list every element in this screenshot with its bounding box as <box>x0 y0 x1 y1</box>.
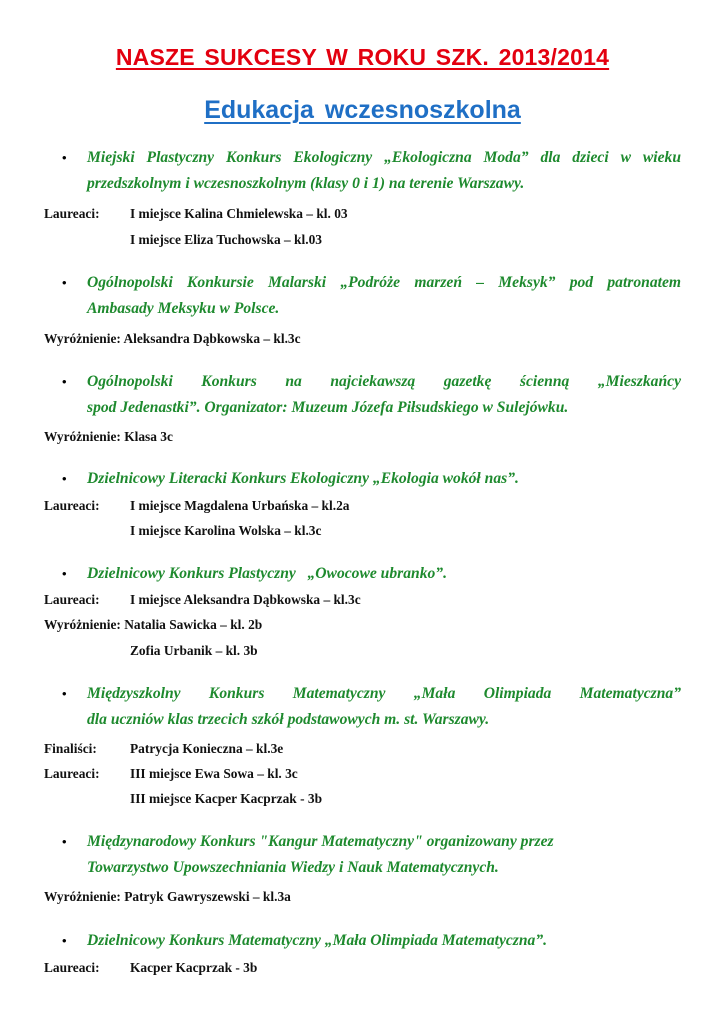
award-entry: I miejsce Magdalena Urbańska – kl.2a <box>130 498 350 513</box>
page-title: NASZE SUKCESY W ROKU SZK. 2013/2014 <box>115 44 610 70</box>
bullet-icon: • <box>62 834 67 849</box>
competition-name: • Ogólnopolski Konkursie Malarski „Podróże marzeń – Meksyk” pod patronatem Ambasady Meksyku w Polsce. <box>87 270 681 322</box>
competition-name: • Dzielnicowy Literacki Konkurs Ekologiczny „Ekologia wokół nas”. <box>87 466 681 492</box>
bullet-icon: • <box>62 150 67 165</box>
competition-name: • Dzielnicowy Konkurs Matematyczny „Mała Olimpiada Matematyczna”. <box>87 928 681 954</box>
award-entry: Wyróżnienie: Patryk Gawryszewski – kl.3a <box>44 889 291 904</box>
award-entry: Zofia Urbanik – kl. 3b <box>130 643 258 658</box>
page-subtitle: Edukacja wczesnoszkolna <box>204 96 521 124</box>
award-entry: Patrycja Konieczna – kl.3e <box>130 741 284 756</box>
award-entry: I miejsce Karolina Wolska – kl.3c <box>130 523 322 538</box>
award-entry: Wyróżnienie: Aleksandra Dąbkowska – kl.3c <box>44 331 301 346</box>
award-entry: Kacper Kacprzak - 3b <box>130 960 258 975</box>
award-entry: Wyróżnienie: Klasa 3c <box>44 429 173 444</box>
award-label: Finaliści: <box>44 741 97 756</box>
award-entry: I miejsce Kalina Chmielewska – kl. 03 <box>130 206 348 221</box>
award-label: Laureaci: <box>44 960 100 975</box>
bullet-icon: • <box>62 374 67 389</box>
award-entry: I miejsce Aleksandra Dąbkowska – kl.3c <box>130 592 361 607</box>
competition-name: • Ogólnopolski Konkurs na najciekawszą gazetkę ścienną „Mieszkańcy spod Jedenastki”. Organizator: Muzeum Józefa Piłsudskiego w Sulejówku. <box>87 369 681 421</box>
bullet-icon: • <box>62 933 67 948</box>
award-entry: Wyróżnienie: Natalia Sawicka – kl. 2b <box>44 617 263 632</box>
bullet-icon: • <box>62 686 67 701</box>
bullet-icon: • <box>62 275 67 290</box>
competition-name: • Miejski Plastyczny Konkurs Ekologiczny „Ekologiczna Moda” dla dzieci w wieku przedszkolnym i wczesnoszkolnym (klasy 0 i 1) na terenie Warszawy. <box>87 145 681 197</box>
competition-name: • Międzyszkolny Konkurs Matematyczny „Mała Olimpiada Matematyczna” dla uczniów klas trzecich szkół podstawowych m. st. Warszawy. <box>87 681 681 733</box>
award-entry: III miejsce Kacper Kacprzak - 3b <box>130 791 323 806</box>
competition-name: • Międzynarodowy Konkurs "Kangur Matematyczny" organizowany przez Towarzystwo Upowszechniania Wiedzy i Nauk Matematycznych. <box>87 829 681 881</box>
award-entry: I miejsce Eliza Tuchowska – kl.03 <box>130 232 322 247</box>
award-label: Laureaci: <box>44 592 100 607</box>
award-label: Laureaci: <box>44 766 100 781</box>
bullet-icon: • <box>62 566 67 581</box>
award-label: Laureaci: <box>44 498 100 513</box>
award-label: Laureaci: <box>44 206 100 221</box>
bullet-icon: • <box>62 471 67 486</box>
award-entry: III miejsce Ewa Sowa – kl. 3c <box>130 766 298 781</box>
competition-name: • Dzielnicowy Konkurs Plastyczny „Owocowe ubranko”. <box>87 561 681 587</box>
